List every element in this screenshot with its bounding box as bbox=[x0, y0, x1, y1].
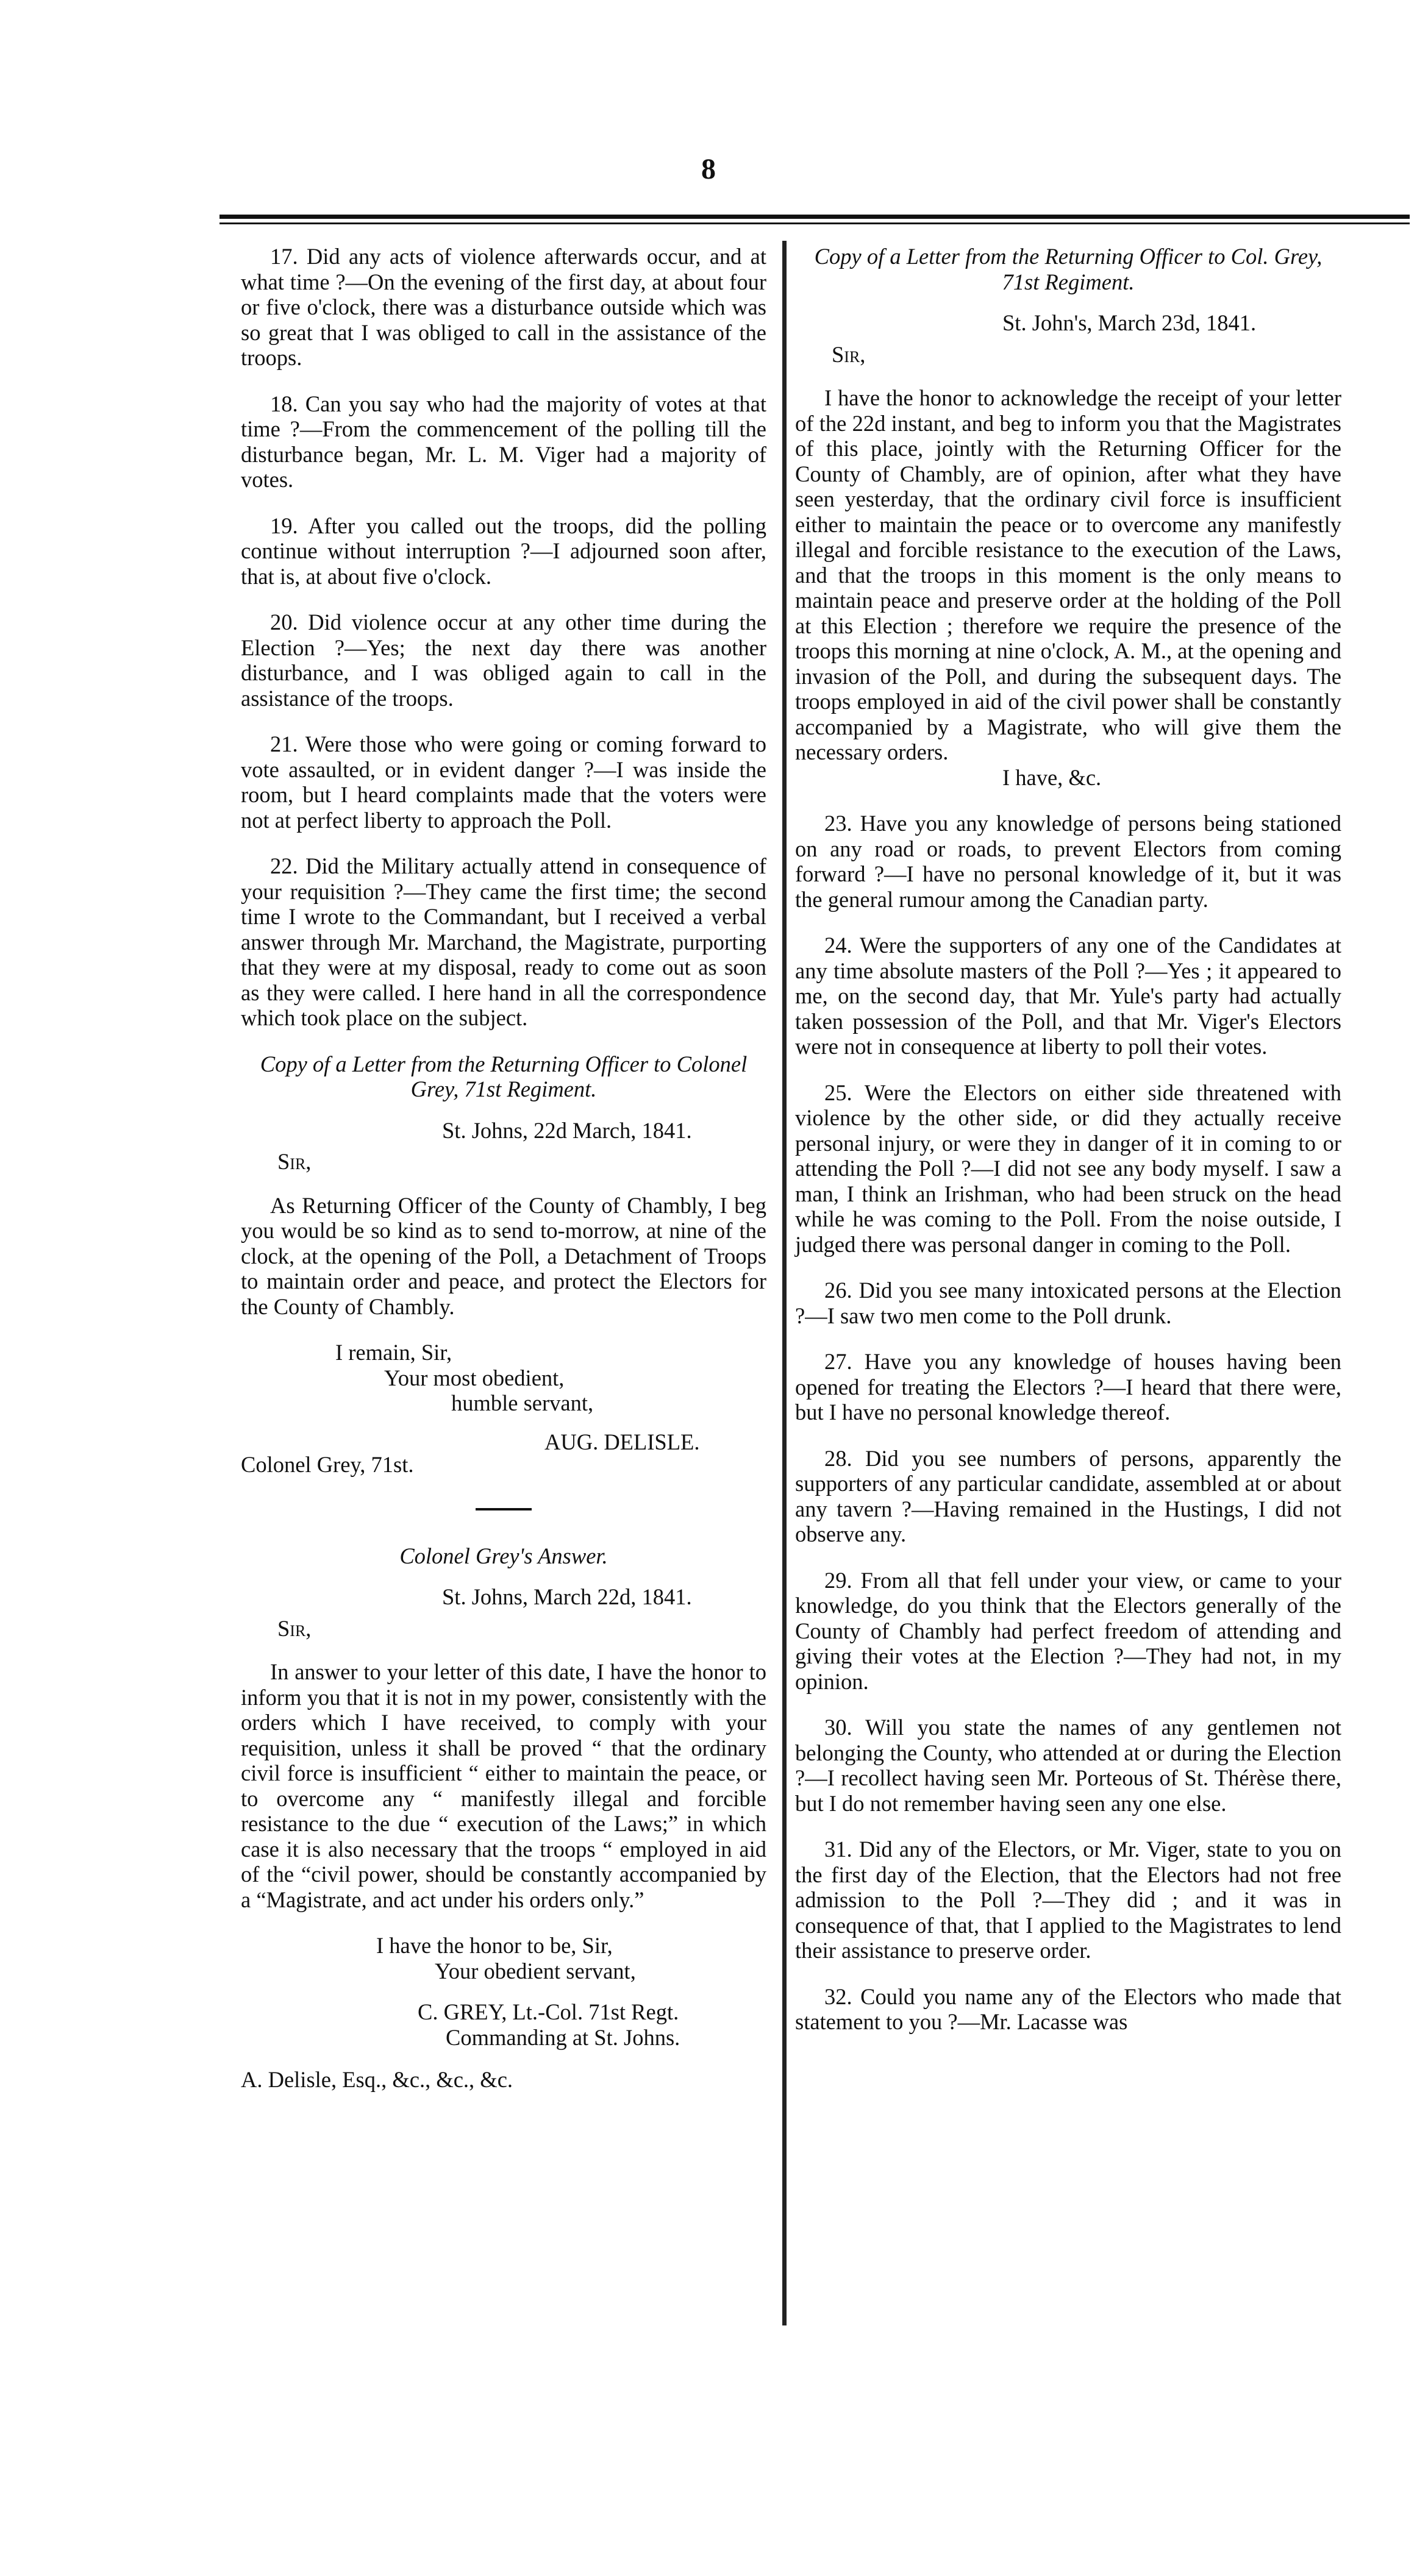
letter-addressee: A. Delisle, Esq., &c., &c., &c. bbox=[241, 2067, 513, 2092]
letter-salutation: Sir, bbox=[832, 341, 866, 367]
question-18: 18. Can you say who had the majority of votes at that time ?—From the commencement of the polling till the disturbance began, Mr. L. M. Viger had a majority of votes. bbox=[241, 391, 766, 492]
closing-line-1: I have the honor to be, Sir, bbox=[376, 1933, 613, 1958]
question-19: 19. After you called out the troops, did the polling continue without interruption ?—I adjourned soon after, that is, at about five o'clock. bbox=[241, 513, 766, 589]
closing-line-2: Your obedient servant, bbox=[435, 1958, 636, 1984]
letter-closing bbox=[241, 1933, 766, 1984]
question-26: 26. Did you see many intoxicated persons at the Election ?—I saw two men come to the Poll drunk. bbox=[795, 1278, 1341, 1328]
question-25: 25. Were the Electors on either side threatened with violence by the other side, or did they actually receive personal injury, or were they in danger of it in coming to or attending the Poll ?—I did not see any body myself. I saw a man, I think an Irishman, who had been struck on the head while he was coming to the Poll. From the noise outside, I judged there was personal danger in coming to the Poll. bbox=[795, 1080, 1341, 1257]
header-rule-thick bbox=[220, 215, 1410, 219]
right-column bbox=[795, 244, 1341, 2055]
letter-salutation: Sir, bbox=[277, 1149, 312, 1174]
letter-body: In answer to your letter of this date, I have the honor to inform you that it is not in my power, consistently with the orders which I have received, to comply with your requisition, unless it shall be proved “ that the ordinary civil force is insufficient “ either to maintain the peace, or to overcome any “ manifestly illegal and forcible resistance to the due “ execution of the Laws;” in which case it is also necessary that the troops “ employed in aid of the “civil power, should be constantly accompanied by a “Magistrate, and act under his orders only.” bbox=[241, 1659, 766, 1912]
letter-signature: AUG. DELISLE. bbox=[544, 1429, 700, 1454]
letter-signature-title: Commanding at St. Johns. bbox=[446, 2024, 680, 2050]
letter-grey-answer bbox=[241, 1543, 766, 2093]
question-20: 20. Did violence occur at any other time during the Election ?—Yes; the next day there was another disturbance, and I was obliged again to call in the assistance of the troops. bbox=[241, 610, 766, 711]
letter-date: St. John's, March 23d, 1841. bbox=[1002, 310, 1257, 335]
letter-caption: Copy of a Letter from the Returning Officer to Col. Grey, 71st Regiment. bbox=[814, 244, 1322, 294]
letter-date: St. Johns, March 22d, 1841. bbox=[442, 1584, 692, 1609]
question-32: 32. Could you name any of the Electors who made that statement to you ?—Mr. Lacasse was bbox=[795, 1984, 1341, 2034]
question-29: 29. From all that fell under your view, or came to your knowledge, do you think that the Electors generally of the County of Chambly had perfect freedom of attending and giving their votes at the Election ?—They had not, in my opinion. bbox=[795, 1567, 1341, 1694]
letter-date: St. Johns, 22d March, 1841. bbox=[442, 1117, 692, 1143]
header-double-rule bbox=[220, 215, 1410, 227]
question-27: 27. Have you any knowledge of houses having been opened for treating the Electors ?—I heard that there were, but I have no personal knowledge thereof. bbox=[795, 1349, 1341, 1425]
question-17: 17. Did any acts of violence afterwards occur, and at what time ?—On the evening of the first day, at about four or five o'clock, there was a disturbance outside which was so great that I was obliged to call in the assistance of the troops. bbox=[241, 244, 766, 370]
letter-caption: Colonel Grey's Answer. bbox=[399, 1543, 608, 1568]
letter-body: As Returning Officer of the County of Chambly, I beg you would be so kind as to send to-morrow, at nine of the clock, at the opening of the Poll, a Detachment of Troops to maintain order and peace, and protect the Electors for the County of Chambly. bbox=[241, 1192, 766, 1319]
letter-closing bbox=[241, 1340, 766, 1416]
letter-signature: C. GREY, Lt.-Col. 71st Regt. bbox=[418, 1999, 679, 2024]
question-24: 24. Were the supporters of any one of the Candidates at any time absolute masters of the Poll ?—Yes ; it appeared to me, on the second day, that Mr. Yule's party had actually taken possession of the Poll, and that Mr. Viger's Electors were not in consequence at liberty to poll their votes. bbox=[795, 933, 1341, 1059]
question-31: 31. Did any of the Electors, or Mr. Viger, state to you on the first day of the Election, that the Electors had not free admission to the Poll ?—They did ; and it was in consequence of that, that I applied to the Magistrates to lend their assistance to preserve order. bbox=[795, 1837, 1341, 1963]
letter-caption: Copy of a Letter from the Returning Officer to Colonel Grey, 71st Regiment. bbox=[260, 1051, 748, 1101]
left-column bbox=[241, 244, 766, 2093]
question-23: 23. Have you any knowledge of persons being stationed on any road or roads, to prevent Electors from coming forward ?—I have no personal knowledge of it, but it was the general rumour among the Canadian party. bbox=[795, 811, 1341, 912]
letter-addressee: Colonel Grey, 71st. bbox=[241, 1452, 414, 1477]
question-22: 22. Did the Military actually attend in consequence of your requisition ?—They came the first time; the second time I wrote to the Commandant, but I received a verbal answer through Mr. Marchand, the Magistrate, purporting that they were at my disposal, ready to come out as soon as they were called. I here hand in all the correspondence which took place on the subject. bbox=[241, 853, 766, 1030]
closing-line-3: humble servant, bbox=[451, 1390, 594, 1415]
question-30: 30. Will you state the names of any gentlemen not belonging the County, who attended at or during the Election ?—I recollect having seen Mr. Porteous of St. Thérèse there, but I do not remember having seen any one else. bbox=[795, 1715, 1341, 1816]
question-21: 21. Were those who were going or coming forward to vote assaulted, or in evident danger ?—I was inside the room, but I heard complaints made that the voters were not at perfect liberty to approach the Poll. bbox=[241, 731, 766, 833]
closing-line-2: Your most obedient, bbox=[384, 1365, 565, 1390]
letter-salutation: Sir, bbox=[277, 1615, 312, 1641]
question-28: 28. Did you see numbers of persons, apparently the supporters of any particular candidate, assembled at or about any tavern ?—Having remained in the Hustings, I did not observe any. bbox=[795, 1445, 1341, 1546]
letter-delisle-second bbox=[795, 244, 1341, 790]
letter-closing: I have, &c. bbox=[1002, 764, 1102, 790]
letter-delisle-to-grey bbox=[241, 1051, 766, 1478]
header-rule-thin bbox=[220, 222, 1410, 224]
letter-body: I have the honor to acknowledge the receipt of your letter of the 22d instant, and beg to inform you that the Magistrates of this place, jointly with the Returning Officer for the County of Chambly, are of opinion, after what they have seen yesterday, that the ordinary civil force is insufficient either to maintain the peace or to overcome any manifestly illegal and forcible resistance to the execution of the Laws, and that the troops in this moment is the only means to maintain peace and preserve order at the holding of the Poll at this Election ; therefore we require the presence of the troops this morning at nine o'clock, A. M., at the opening and invasion of the Poll, and during the subsequent days. The troops employed in aid of the civil power shall be constantly accompanied by a Magistrate, who will give them the necessary orders. bbox=[795, 385, 1341, 764]
page-number: 8 bbox=[701, 153, 716, 185]
closing-line-1: I remain, Sir, bbox=[335, 1340, 452, 1365]
column-divider bbox=[782, 241, 787, 2325]
section-separator bbox=[476, 1508, 532, 1510]
